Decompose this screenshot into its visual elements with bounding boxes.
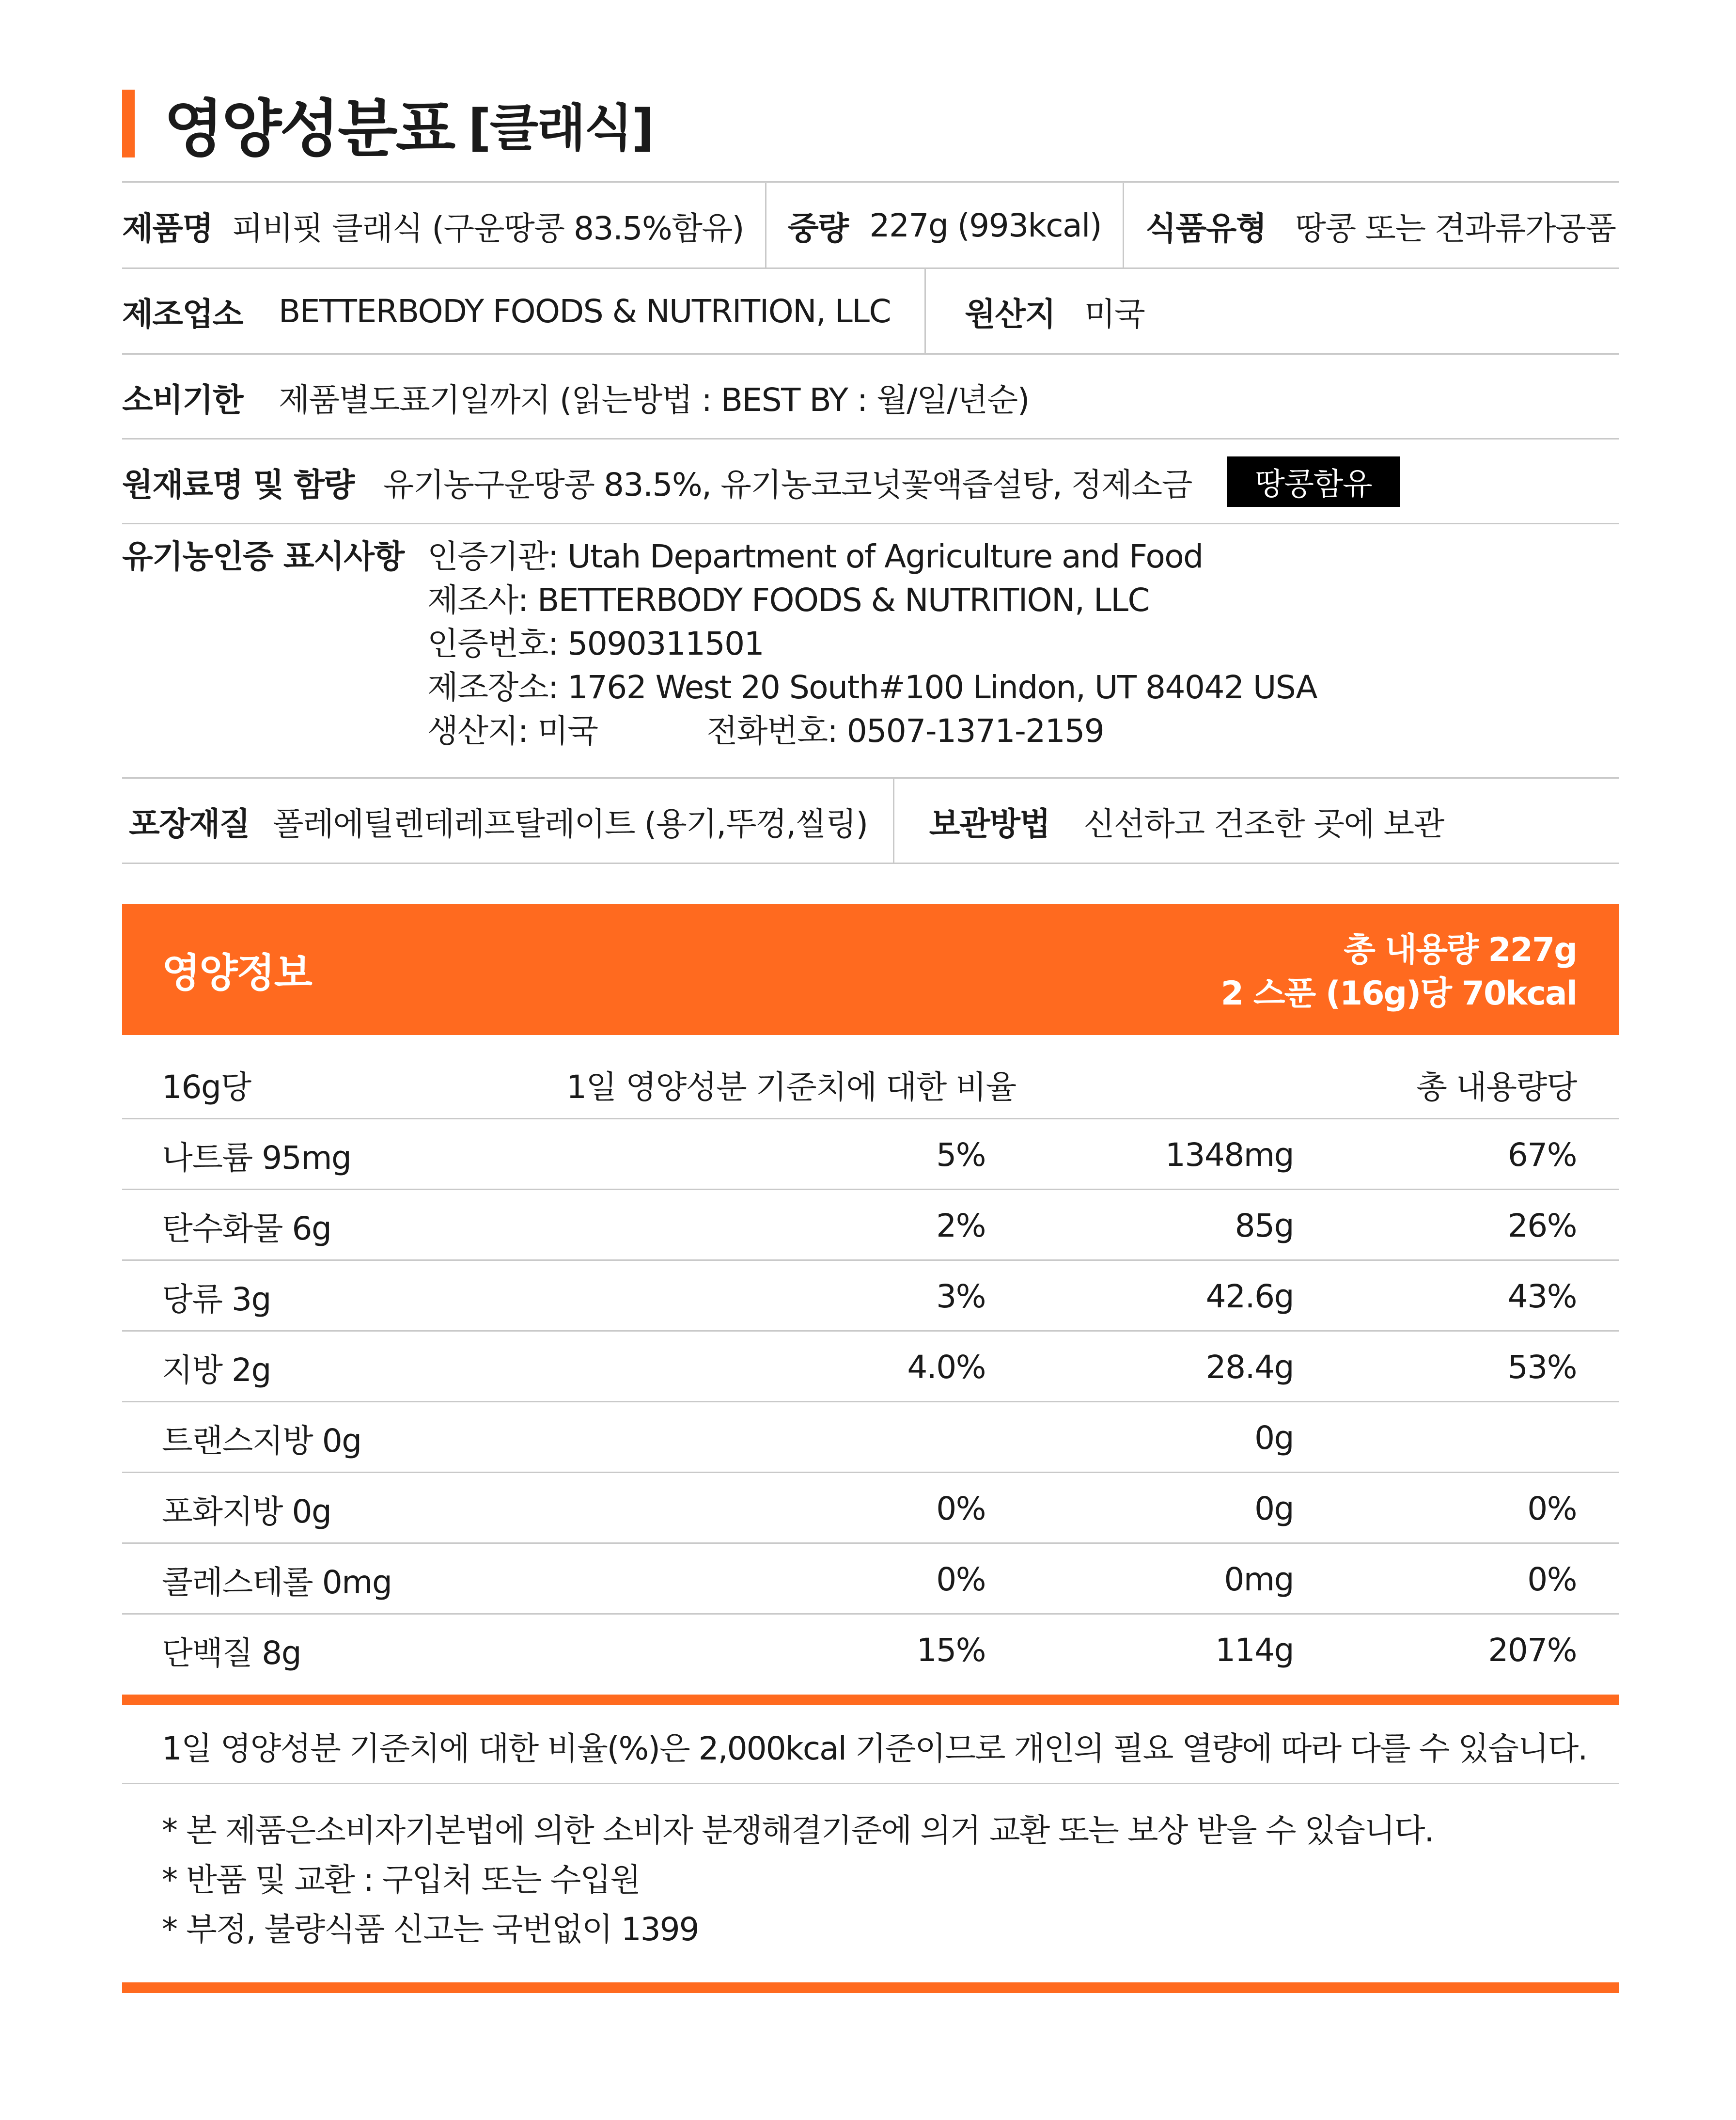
food-type-label: 식품유형 <box>1145 209 1267 247</box>
nutrition-row <box>122 1402 1619 1473</box>
cert-agency: 인증기관: Utah Department of Agriculture and Food <box>427 538 1203 575</box>
organic-cert-lines <box>427 535 1317 753</box>
nutrient-name: 포화지방 0g <box>162 1492 331 1530</box>
nutrition-row <box>122 1119 1619 1190</box>
nutrition-table-header <box>122 1049 1619 1119</box>
daily-value-footnote: 1일 영양성분 기준치에 대한 비율(%)은 2,000kcal 기준이므로 개인의 필요 열량에 따라 다를 수 있습니다. <box>162 1730 1587 1767</box>
origin-value: 미국 <box>1084 295 1145 333</box>
divider <box>122 523 1619 524</box>
nutrition-header <box>122 904 1619 1035</box>
notice-item: * 본 제품은소비자기본법에 의한 소비자 분쟁해결기준에 의거 교환 또는 보상 받을 수 있습니다. <box>162 1812 1434 1849</box>
daily-value: 2% <box>936 1207 985 1244</box>
column-divider <box>893 779 894 863</box>
product-name-value: 피비핏 클래식 (구운땅콩 83.5%함유) <box>232 209 744 247</box>
food-type-value: 땅콩 또는 견과류가공품 <box>1295 209 1616 247</box>
cert-number: 인증번호: 5090311501 <box>427 625 764 662</box>
nutrition-row <box>122 1544 1619 1615</box>
page-bottom-bar <box>122 1982 1619 1993</box>
packaging-row <box>122 779 1619 863</box>
col-per-serving: 16g당 <box>162 1068 251 1106</box>
weight-value: 227g (993kcal) <box>869 206 1102 244</box>
total-amount: 85g <box>1235 1207 1294 1244</box>
weight-label: 중량 <box>787 209 848 247</box>
total-amount: 42.6g <box>1205 1277 1294 1315</box>
cert-manufacturer: 제조사: BETTERBODY FOODS & NUTRITION, LLC <box>427 581 1150 619</box>
nutrient-name: 탄수화물 6g <box>162 1209 331 1247</box>
cert-origin: 생산지: 미국 <box>427 712 598 750</box>
total-daily-value: 0% <box>1527 1490 1577 1527</box>
total-daily-value: 0% <box>1527 1560 1577 1598</box>
serving-size: 2 스푼 (16g)당 70kcal <box>1220 974 1577 1013</box>
expiry-label: 소비기한 <box>122 381 243 419</box>
daily-value: 0% <box>936 1490 985 1527</box>
storage-value: 신선하고 건조한 곳에 보관 <box>1083 805 1444 843</box>
nutrition-row <box>122 1332 1619 1402</box>
daily-value: 4.0% <box>907 1348 985 1386</box>
nutrient-name: 당류 3g <box>162 1280 271 1318</box>
organic-cert-block <box>122 535 1619 763</box>
manufacturer-label: 제조업소 <box>122 295 243 333</box>
total-amount: 0mg <box>1224 1560 1294 1598</box>
nutrient-name: 지방 2g <box>162 1351 271 1389</box>
total-amount: 0g <box>1254 1419 1294 1457</box>
manufacturer-row <box>122 269 1619 353</box>
expiry-row <box>122 355 1619 439</box>
organic-cert-label: 유기농인증 표시사항 <box>122 538 404 575</box>
ingredients-value: 유기농구운땅콩 83.5%, 유기농코코넛꽃액즙설탕, 정제소금 <box>383 466 1192 503</box>
page-title <box>122 87 653 165</box>
cert-address: 제조장소: 1762 West 20 South#100 Lindon, UT 84042 USA <box>427 669 1317 706</box>
origin-label: 원산지 <box>965 295 1055 333</box>
divider <box>122 863 1619 864</box>
total-amount: 1348mg <box>1165 1136 1294 1174</box>
daily-value: 3% <box>936 1277 985 1315</box>
column-divider <box>765 183 766 267</box>
product-row <box>122 183 1619 267</box>
nutrition-row <box>122 1261 1619 1332</box>
total-daily-value: 26% <box>1507 1207 1577 1244</box>
col-per-total: 총 내용량당 <box>1416 1068 1577 1106</box>
total-amount: 114g <box>1215 1631 1294 1669</box>
total-daily-value: 67% <box>1507 1136 1577 1174</box>
nutrition-row <box>122 1615 1619 1685</box>
product-name-label: 제품명 <box>122 209 213 247</box>
packaging-label: 포장재질 <box>129 805 250 843</box>
column-divider <box>924 269 926 353</box>
daily-value: 15% <box>916 1631 985 1669</box>
nutrition-row <box>122 1473 1619 1544</box>
total-daily-value: 53% <box>1507 1348 1577 1386</box>
ingredients-row <box>122 440 1619 524</box>
total-daily-value: 207% <box>1488 1631 1577 1669</box>
daily-value: 5% <box>936 1136 985 1174</box>
nutrient-name: 콜레스테롤 0mg <box>162 1563 392 1601</box>
total-amount: 0g <box>1254 1490 1294 1527</box>
table-bottom-bar <box>122 1695 1619 1705</box>
packaging-value: 폴레에틸렌테레프탈레이트 (용기,뚜껑,씰링) <box>273 805 868 843</box>
total-amount: 28.4g <box>1205 1348 1294 1386</box>
notice-item: * 반품 및 교환 : 구입처 또는 수입원 <box>162 1861 640 1899</box>
cert-phone: 전화번호: 0507-1371-2159 <box>706 712 1104 750</box>
allergen-badge: 땅콩함유 <box>1227 456 1400 507</box>
nutrient-name: 나트륨 95mg <box>162 1139 351 1177</box>
divider <box>122 181 1619 183</box>
total-content: 총 내용량 227g <box>1344 931 1577 969</box>
storage-label: 보관방법 <box>929 805 1050 843</box>
divider <box>122 1783 1619 1784</box>
title-accent-bar <box>122 90 135 157</box>
col-daily-value: 1일 영양성분 기준치에 대한 비율 <box>566 1068 1016 1106</box>
title-main: 영양성분표 <box>164 93 454 165</box>
total-daily-value: 43% <box>1507 1277 1577 1315</box>
serving-info <box>1221 928 1577 1016</box>
nutrient-name: 트랜스지방 0g <box>162 1422 361 1460</box>
column-divider <box>1123 183 1124 267</box>
nutrition-row <box>122 1190 1619 1261</box>
title-sub: [클래식] <box>468 98 653 157</box>
manufacturer-value: BETTERBODY FOODS & NUTRITION, LLC <box>279 292 891 330</box>
expiry-value: 제품별도표기일까지 (읽는방법 : BEST BY : 월/일/년순) <box>279 381 1029 419</box>
nutrient-name: 단백질 8g <box>162 1634 301 1672</box>
nutrition-title: 영양정보 <box>162 950 312 996</box>
daily-value: 0% <box>936 1560 985 1598</box>
ingredients-label: 원재료명 및 함량 <box>122 466 354 503</box>
notice-item: * 부정, 불량식품 신고는 국번없이 1399 <box>162 1911 699 1948</box>
